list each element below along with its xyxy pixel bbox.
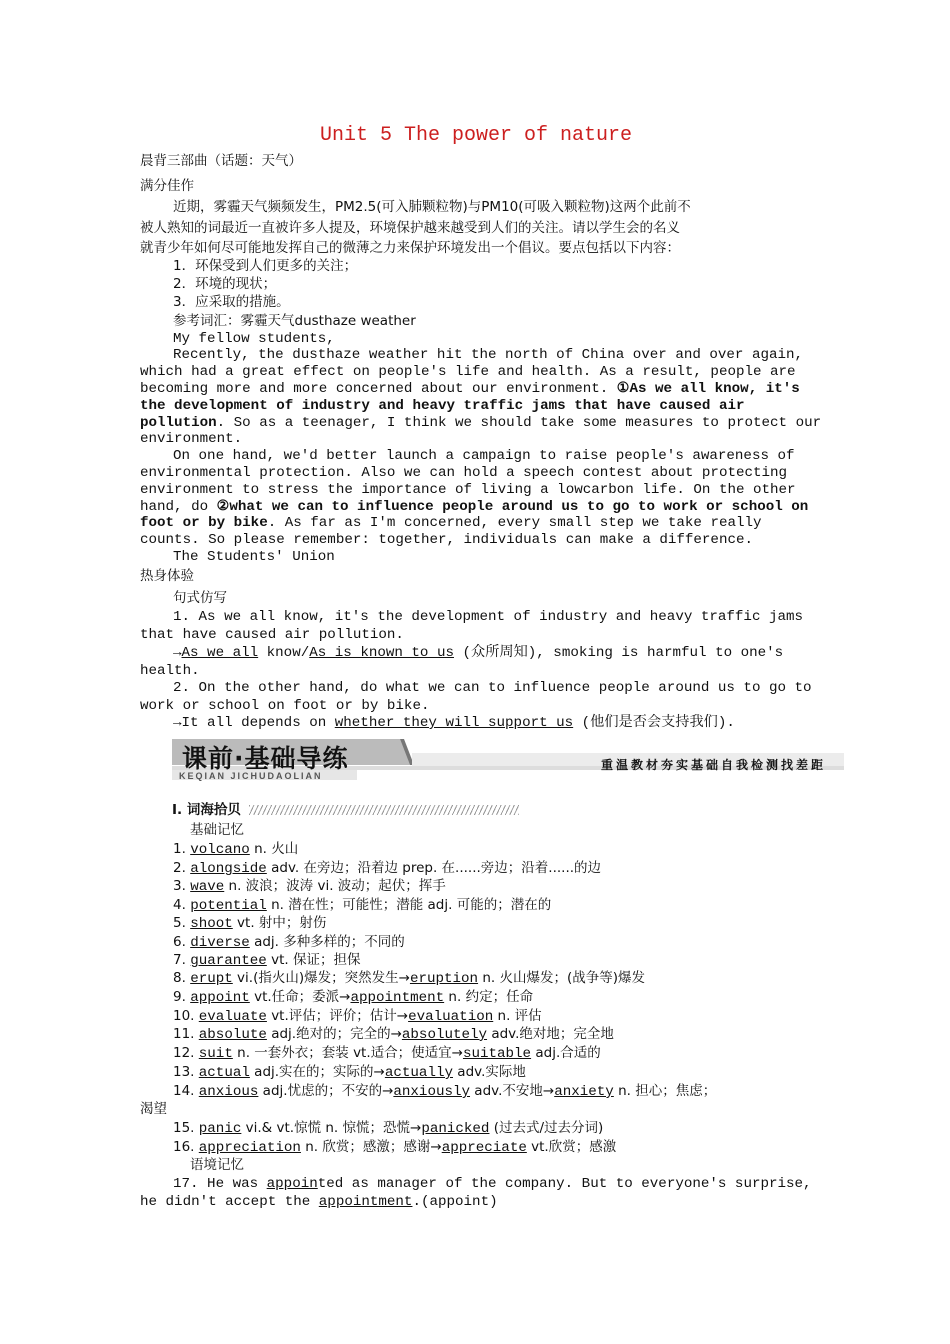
vocab-word: appreciate (441, 1140, 527, 1156)
vocab-item (140, 915, 845, 933)
item-number: 2. (173, 860, 186, 876)
answer-blank: As we all (181, 645, 259, 661)
vocab-heading-text: Ⅰ. 词海拾贝 (172, 802, 241, 818)
vocab-item: 10. evaluate vt.评估；评价；估计→evaluation n. 评估 (173, 1008, 542, 1025)
vocab-item: 9. appoint vt.任命；委派→appointment n. 约定；任命 (173, 989, 534, 1006)
prompt-point: 3．应采取的措施。 (173, 294, 290, 310)
vocab-word: guarantee (190, 953, 267, 969)
banner-slogan: 重温教材夯实基础自我检测找差距 (600, 758, 826, 772)
exercise-line: that have caused air pollution. (140, 627, 404, 643)
item-number: 1. (173, 841, 186, 857)
banner-subtitle: KEQIAN JICHUDAOLIAN (179, 771, 323, 781)
exercise-line: health. (140, 663, 200, 679)
vocab-definition: n. 潜在性；可能性；潜能 adj. 可能的；潜在的 (266, 897, 552, 913)
page-title: Unit 5 The power of nature (319, 124, 633, 147)
essay-line: counts. So please remember: together, individuals can make a difference. (140, 532, 753, 548)
item-number: 3. (173, 878, 186, 894)
vocab-item: 8. erupt vi.(指火山)爆发；突然发生→eruption n. 火山爆发；(战争等)爆发 (173, 970, 646, 987)
section-heading: 晨背三部曲（话题：天气） (140, 153, 302, 169)
exercise-line: 1. As we all know, it's the development of industry and heavy traffic jams (173, 609, 804, 625)
arrow-icon: → (173, 645, 182, 661)
answer-text: (众所周知), smoking is harmful to one's (453, 645, 784, 661)
item-number: 5. (173, 915, 186, 931)
vocab-item: 14. anxious adj.忧虑的；不安的→anxiously adv.不安地→anxiety n. 担心；焦虑； (173, 1083, 717, 1100)
vocab-definition: vt. 射中；射伤 (232, 915, 327, 931)
essay-highlight: pollution (140, 415, 217, 431)
hatch-divider (249, 805, 519, 815)
vocab-word: appointment (350, 990, 445, 1006)
sub-heading: 语境记忆 (190, 1157, 244, 1173)
vocab-item: 12. suit n. 一套外衣；套装 vt.适合；使适宜→suitable adj.合适的 (173, 1045, 601, 1062)
vocab-word: actual (198, 1065, 250, 1081)
essay-line: On one hand, we'd better launch a campaign to raise people's awareness of (173, 448, 795, 464)
vocab-word: eruption (409, 971, 479, 987)
exercise-answer (140, 645, 845, 662)
essay-line (140, 415, 822, 432)
vocab-word: anxious (198, 1084, 259, 1100)
vocab-item: 16. appreciation n. 欣赏；感激；感谢→appreciate vt.欣赏；感激 (173, 1139, 617, 1156)
vocab-word: suit (198, 1046, 233, 1062)
exercise-answer (140, 715, 845, 732)
essay-line (140, 515, 812, 532)
answer-blank: As is known to us (309, 645, 454, 661)
section-heading: 满分佳作 (140, 178, 194, 194)
vocab-word: evaluate (198, 1009, 267, 1025)
vocab-item (140, 841, 845, 859)
essay-text: hand, do (140, 499, 217, 515)
vocab-word: shoot (190, 916, 233, 932)
vocab-item (140, 952, 845, 970)
context-sentence: he didn't accept the appointment.(appoint) (140, 1194, 498, 1210)
item-number: 7. (173, 952, 186, 968)
essay-text: becoming more and more concerned about our environment. (140, 381, 617, 397)
item-number: 4. (173, 897, 186, 913)
prompt-text: 被人熟知的词最近一直被许多人提及，环境保护越来越受到人们的关注。请以学生会的名义 (140, 220, 680, 236)
item-number: 6. (173, 934, 186, 950)
vocab-word: anxiously (393, 1084, 471, 1100)
prompt-text: 就青少年如何尽可能地发挥自己的微薄之力来保护环境发出一个倡议。要点包括以下内容： (140, 240, 680, 256)
sub-heading: 基础记忆 (190, 822, 244, 838)
vocab-item (140, 897, 845, 915)
vocab-item (140, 878, 845, 896)
exercise-line: 2. On the other hand, do what we can to influence people around us to go to (173, 680, 812, 696)
answer-blank: whether they will support us (334, 715, 574, 731)
answer-text: →It all depends on (173, 715, 335, 731)
vocab-definition: n. 火山 (249, 841, 299, 857)
sub-heading: 句式仿写 (173, 590, 227, 606)
vocab-word: potential (190, 898, 267, 914)
essay-highlight: ②what we can to influence people around us to go to work or school on (216, 499, 809, 515)
essay-signature: The Students' Union (173, 549, 335, 565)
essay-greeting: My fellow students, (173, 331, 335, 347)
vocab-word: suitable (462, 1046, 532, 1062)
exercise-line: work or school on foot or by bike. (140, 698, 430, 714)
vocab-word: erupt (190, 971, 233, 987)
vocab-word: volcano (190, 842, 250, 858)
essay-line: environment to stress the importance of living a lowcarbon life. On the other (140, 482, 796, 498)
vocab-word: actually (384, 1065, 453, 1081)
essay-line: environmental protection. Also we can hold a speech contest about protecting (140, 465, 788, 481)
vocab-item-cont: 渴望 (140, 1101, 167, 1117)
vocab-word: wave (190, 879, 225, 895)
vocab-definition: adj. 多种多样的；不同的 (249, 934, 405, 950)
reference-words: 参考词汇：雾霾天气dusthaze weather (173, 313, 416, 329)
vocab-definition: adv. 在旁边；沿着边 prep. 在......旁边；沿着......的边 (266, 860, 602, 876)
vocab-definition: vt. 保证；担保 (266, 952, 361, 968)
answer-text: know/ (258, 645, 310, 661)
context-sentence: 17. He was appointed as manager of the company. But to everyone's surprise, (173, 1176, 812, 1192)
vocab-word: absolute (198, 1027, 267, 1043)
section-heading: 热身体验 (140, 568, 194, 584)
prompt-text: 近期，雾霾天气频频发生，PM2.5(可入肺颗粒物)与PM10(可吸入颗粒物)这两个此前不 (173, 199, 691, 215)
essay-line (140, 499, 812, 516)
essay-text: . So as a teenager, I think we should take some measures to protect our (216, 415, 822, 431)
vocab-word: panicked (421, 1121, 490, 1137)
section-banner (172, 735, 844, 787)
vocab-word: alongside (190, 861, 267, 877)
vocab-item: 11. absolute adj.绝对的；完全的→absolutely adv.绝对地；完全地 (173, 1026, 614, 1043)
prompt-point: 2．环境的现状； (173, 276, 277, 292)
banner-title: 课前·基础导练 (182, 744, 349, 773)
vocab-word: evaluation (408, 1009, 494, 1025)
essay-text: . As far as I'm concerned, every small step we take really (267, 515, 762, 531)
vocab-item (140, 934, 845, 952)
vocab-word: appoint (190, 990, 250, 1006)
vocab-word: anxiety (554, 1084, 614, 1100)
essay-highlight: ①As we all know, it's (616, 381, 800, 397)
answer-blank: appointment (318, 1194, 413, 1210)
vocab-item: 13. actual adj.实在的；实际的→actually adv.实际地 (173, 1064, 526, 1081)
vocab-word: absolutely (401, 1027, 488, 1043)
essay-highlight: the development of industry and heavy traffic jams that have caused air (140, 398, 745, 414)
essay-highlight: foot or by bike (140, 515, 268, 531)
vocab-definition: n. 波浪；波涛 vi. 波动；起伏；挥手 (224, 878, 446, 894)
vocab-word: appreciation (198, 1140, 301, 1156)
essay-line: environment. (140, 431, 243, 447)
answer-blank: appoin (266, 1176, 318, 1192)
prompt-point: 1．环保受到人们更多的关注； (173, 258, 358, 274)
vocab-word: diverse (190, 935, 250, 951)
vocab-item: 15. panic vi.& vt.惊慌 n. 惊慌；恐慌→panicked (过去式/过去分词) (173, 1120, 604, 1137)
vocab-item (140, 860, 845, 878)
essay-line (140, 381, 812, 398)
vocab-word: panic (198, 1121, 242, 1137)
essay-line: Recently, the dusthaze weather hit the north of China over and over again, (173, 347, 804, 363)
vocab-heading (140, 802, 844, 819)
essay-line: which had a great effect on people's life and health. As a result, people are (140, 364, 796, 380)
answer-text: (他们是否会支持我们). (573, 715, 735, 731)
